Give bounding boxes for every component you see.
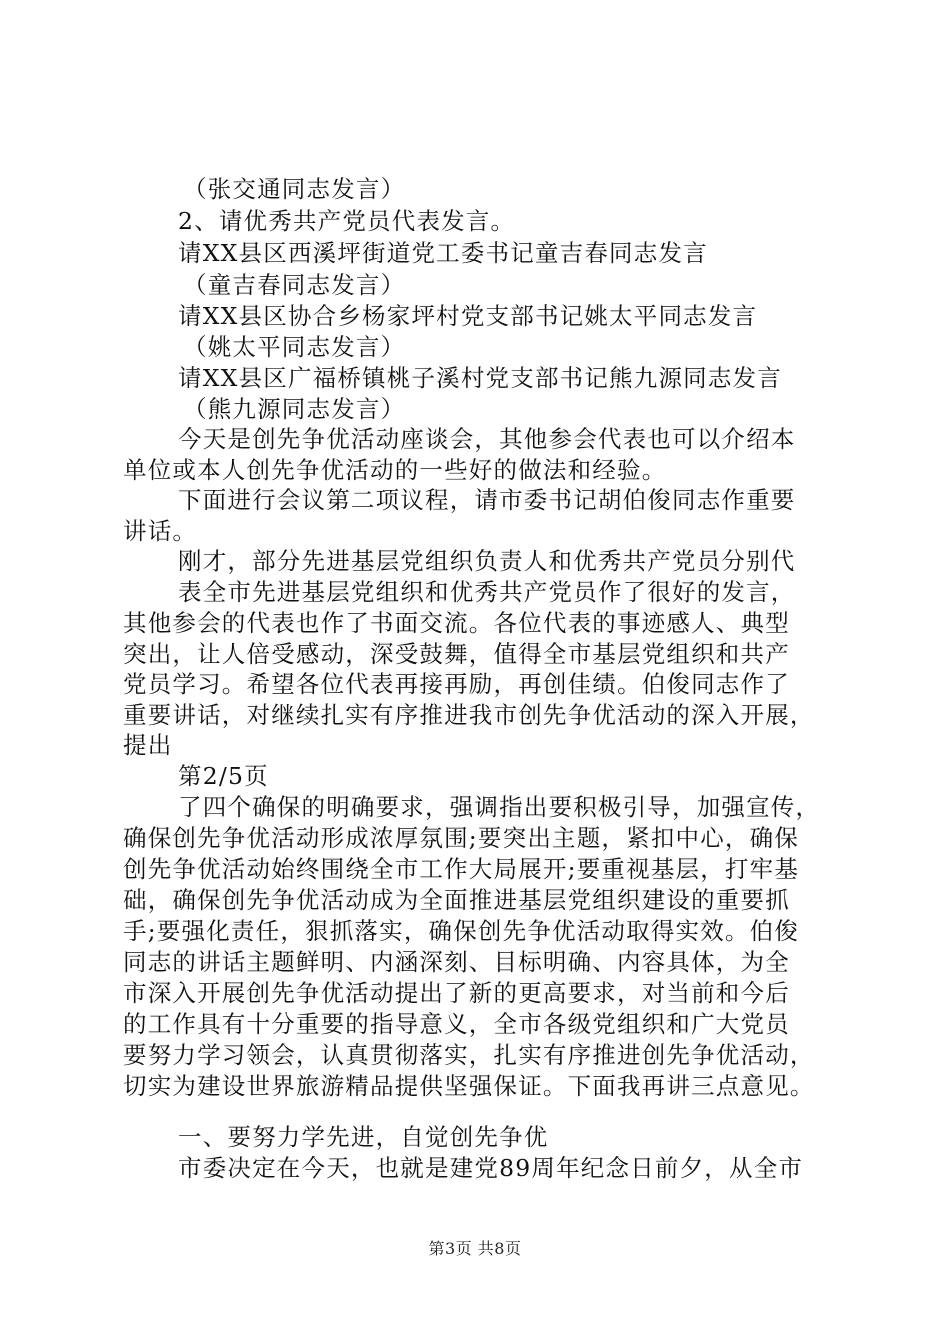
text-line: 今天是创先争优活动座谈会，其他参会代表也可以介绍本 (178, 425, 796, 453)
text-line: （姚太平同志发言） (183, 333, 406, 361)
text-line: 请XX县区协合乡杨家坪村党支部书记姚太平同志发言 (178, 302, 758, 330)
text-line: 同志的讲话主题鲜明、内涵深刻、目标明确、内容具体，为全 (123, 948, 790, 976)
text-line: 市深入开展创先争优活动提出了新的更高要求，对当前和今后 (123, 979, 790, 1007)
text-line: 请XX县区广福桥镇桃子溪村党支部书记熊九源同志发言 (178, 364, 782, 392)
text-line: 2、请优秀共产党员代表发言。 (178, 207, 516, 235)
text-line: （张交通同志发言） (183, 175, 406, 203)
text-line: 础，确保创先争优活动成为全面推进基层党组织建设的重要抓 (123, 886, 790, 914)
text-line: 表全市先进基层党组织和优秀共产党员作了很好的发言， (178, 578, 796, 606)
text-line: 手;要强化责任，狠抓落实，确保创先争优活动取得实效。伯俊 (123, 917, 800, 945)
text-line: 突出，让人倍受感动，深受鼓舞，值得全市基层党组织和共产 (123, 640, 790, 668)
text-line: 确保创先争优活动形成浓厚氛围;要突出主题，紧扣中心，确保 (123, 824, 800, 852)
text-line: 要努力学习领会，认真贯彻落实，扎实有序推进创先争优活动， (123, 1041, 815, 1069)
text-line: 请XX县区西溪坪街道党工委书记童吉春同志发言 (178, 239, 708, 267)
text-line: 下面进行会议第二项议程，请市委书记胡伯俊同志作重要 (178, 486, 796, 514)
text-line: 讲话。 (123, 517, 198, 545)
page-footer: 第3页 共8页 (428, 1239, 522, 1258)
text-line: 市委决定在今天，也就是建党89周年纪念日前夕，从全市 (178, 1154, 804, 1182)
text-line: 其他参会的代表也作了书面交流。各位代表的事迹感人、典型 (123, 609, 790, 637)
text-line: 党员学习。希望各位代表再接再励，再创佳绩。伯俊同志作了 (123, 670, 790, 698)
text-line: 单位或本人创先争优活动的一些好的做法和经验。 (123, 456, 667, 484)
text-line: 的工作具有十分重要的指导意义，全市各级党组织和广大党员 (123, 1010, 790, 1038)
text-line: 创先争优活动始终围绕全市工作大局展开;要重视基层，打牢基 (123, 855, 800, 883)
section-heading: 一、要努力学先进，自觉创先争优 (178, 1123, 549, 1151)
text-line: 提出 (123, 731, 173, 759)
page-marker: 第2/5页 (178, 762, 269, 790)
text-line: （熊九源同志发言） (183, 395, 406, 423)
text-line: 切实为建设世界旅游精品提供坚强保证。下面我再讲三点意见。 (123, 1072, 815, 1100)
text-line: （童吉春同志发言） (183, 271, 406, 299)
text-line: 重要讲话，对继续扎实有序推进我市创先争优活动的深入开展， (123, 701, 815, 729)
text-line: 了四个确保的明确要求，强调指出要积极引导，加强宣传， (178, 793, 821, 821)
text-line: 刚才，部分先进基层党组织负责人和优秀共产党员分别代 (178, 547, 796, 575)
